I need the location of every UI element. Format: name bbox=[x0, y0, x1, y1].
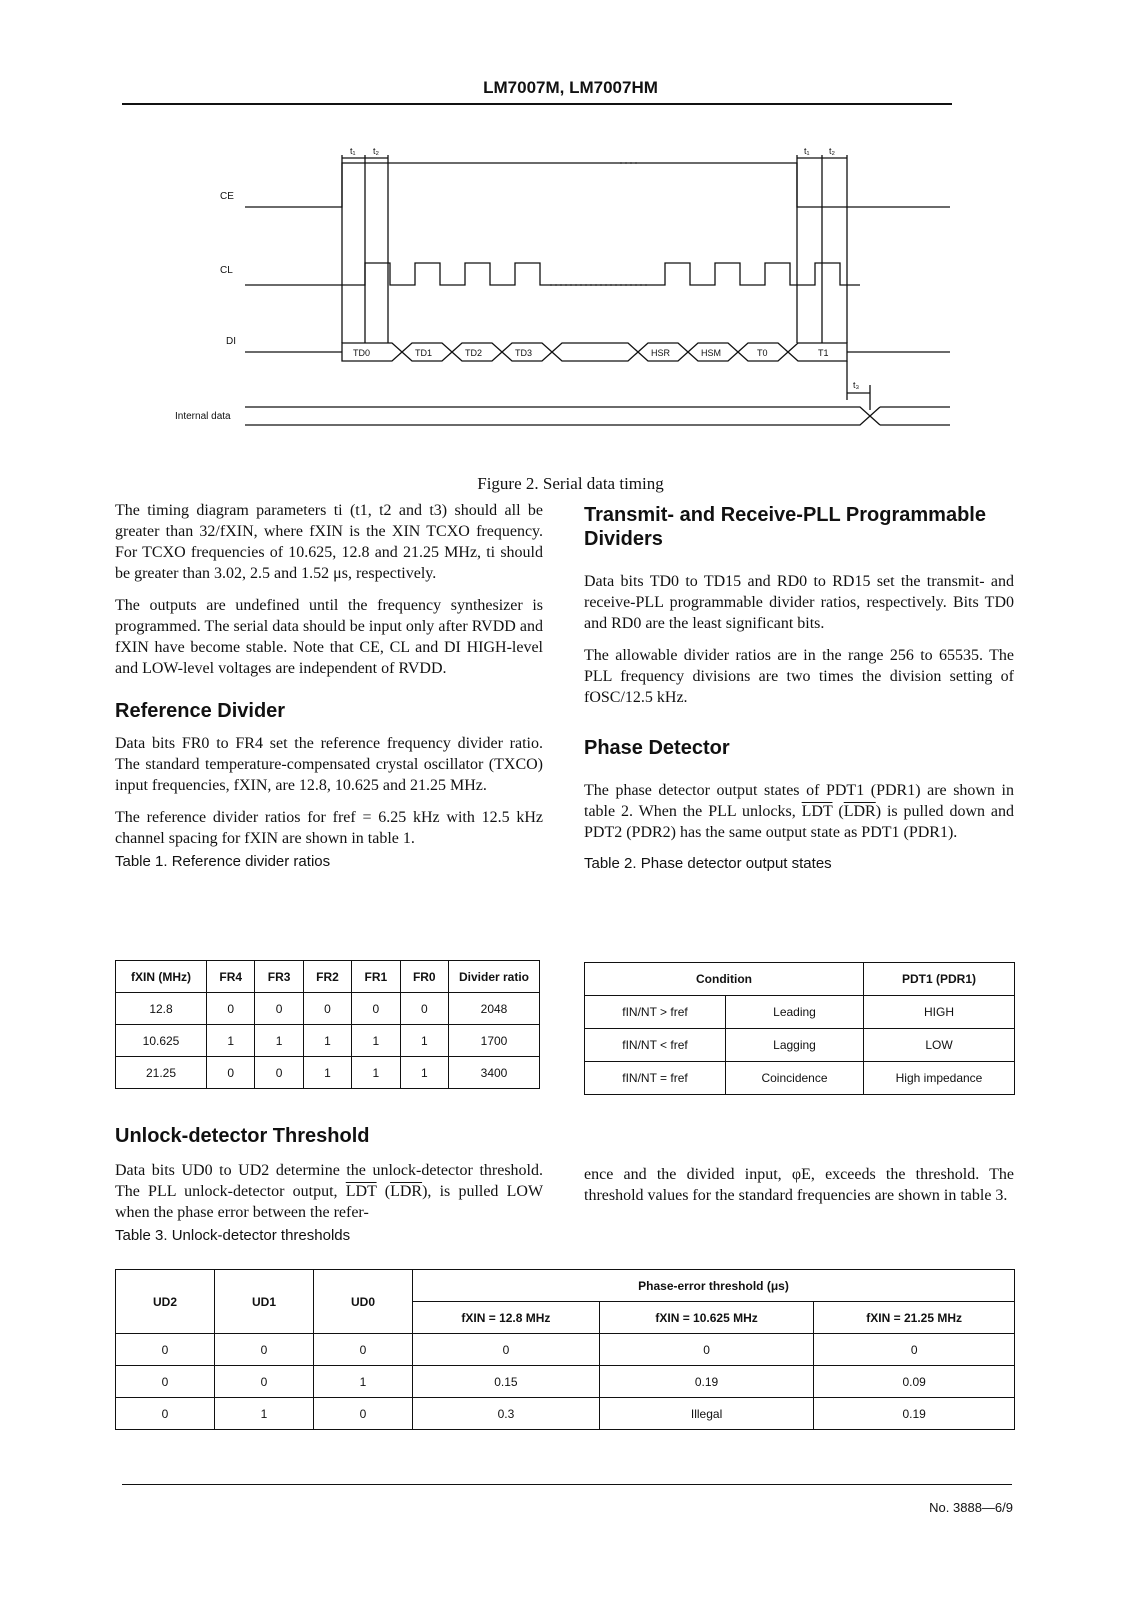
unlock-section-left bbox=[115, 1124, 543, 1244]
table-cell: 0 bbox=[207, 1057, 255, 1089]
table-cell: 0.19 bbox=[599, 1366, 814, 1398]
table-cell: 10.625 bbox=[116, 1025, 207, 1057]
bit-label: HSR bbox=[651, 348, 671, 358]
table-reference-divider-ratios bbox=[115, 960, 540, 1089]
paragraph: Data bits TD0 to TD15 and RD0 to RD15 set the transmit- and receive-PLL programmable divider ratios, respectively. Bits TD0 and RD0 are the least significant bits. bbox=[584, 573, 1014, 632]
page-number: No. 3888—6/9 bbox=[929, 1500, 1013, 1515]
left-column bbox=[115, 500, 543, 870]
table-cell: 0.09 bbox=[814, 1366, 1015, 1398]
table-cell: fIN/NT < fref bbox=[585, 1029, 726, 1062]
table-cell: Lagging bbox=[726, 1029, 864, 1062]
table-header-cell: FR2 bbox=[303, 961, 351, 993]
signal-label-internal-data: Internal data bbox=[175, 411, 231, 422]
table-cell: 0.15 bbox=[413, 1366, 600, 1398]
signal-label-cl: CL bbox=[220, 265, 233, 276]
ldr-signal: $\overline{LDR}$ bbox=[843, 803, 876, 820]
table-cell: fIN/NT > fref bbox=[585, 996, 726, 1029]
table-cell: 1 bbox=[215, 1398, 314, 1430]
table-header-cell: PDT1 (PDR1) bbox=[864, 963, 1015, 996]
table-cell: 0 bbox=[116, 1334, 215, 1366]
bit-label: TD1 bbox=[415, 348, 433, 358]
table-row bbox=[116, 993, 540, 1025]
table-cell: High impedance bbox=[864, 1062, 1015, 1095]
bit-label: TD0 bbox=[353, 348, 371, 358]
section-heading: Phase Detector bbox=[584, 737, 730, 759]
table-cell: 2048 bbox=[449, 993, 540, 1025]
paragraph-text: is pulled down and PDT2 (PDR2) has the same output state as PDT1 (PDR1). bbox=[584, 803, 1015, 841]
table-cell: 1700 bbox=[449, 1025, 540, 1057]
table-caption: Table 2. Phase detector output states bbox=[584, 855, 832, 872]
table-row bbox=[585, 996, 1015, 1029]
table-cell: 0 bbox=[116, 1366, 215, 1398]
table-header-cell: fXIN (MHz) bbox=[116, 961, 207, 993]
table-cell: 0.19 bbox=[814, 1398, 1015, 1430]
paragraph-text: Data bits UD0 to UD2 determine the unlock-detector threshold. The PLL unlock-detector output, bbox=[115, 1162, 543, 1200]
paragraph: Data bits FR0 to FR4 set the reference frequency divider ratio. The standard temperature-compensated crystal oscillator (TXCO) input frequencies, fXIN, are 12.8, 10.625 and 21.25 MHz. bbox=[115, 735, 543, 794]
section-heading: Unlock-detector Threshold bbox=[115, 1125, 370, 1147]
t2-label: t₂ bbox=[373, 146, 379, 156]
paragraph-text: The phase detector output states of PDT1 (PDR1) are shown in table 2. When the PLL unlocks, bbox=[584, 782, 1014, 820]
t1-label: t₁ bbox=[350, 146, 356, 156]
table-header-cell: Divider ratio bbox=[449, 961, 540, 993]
section-heading: Transmit- and Receive-PLL Programmable Dividers bbox=[584, 504, 986, 550]
table-header-cell: UD0 bbox=[314, 1270, 413, 1334]
table-header-cell: FR0 bbox=[400, 961, 448, 993]
table-header-row bbox=[116, 961, 540, 993]
paragraph-text: is pulled LOW when the phase error between the refer- bbox=[115, 1183, 544, 1221]
table-header-cell: fXIN = 12.8 MHz bbox=[413, 1302, 600, 1334]
table-cell: 1 bbox=[352, 1025, 400, 1057]
table-cell: Illegal bbox=[599, 1398, 814, 1430]
table-header-cell: UD2 bbox=[116, 1270, 215, 1334]
table-header-cell: fXIN = 10.625 MHz bbox=[599, 1302, 814, 1334]
table-caption: Table 3. Unlock-detector thresholds bbox=[115, 1227, 351, 1244]
table-cell: 0 bbox=[413, 1334, 600, 1366]
table-row bbox=[116, 1366, 1015, 1398]
table-header-cell: FR3 bbox=[255, 961, 303, 993]
table-row bbox=[116, 1334, 1015, 1366]
right-column bbox=[584, 503, 1014, 872]
table-row bbox=[116, 1398, 1015, 1430]
table-unlock-thresholds bbox=[115, 1269, 1015, 1430]
ldr-signal: $\overline{LDR}$ bbox=[390, 1183, 423, 1200]
ldt-signal: $\overline{LDT}$ bbox=[801, 803, 833, 820]
page-header-title: LM7007M, LM7007HM bbox=[483, 78, 658, 97]
table-cell: HIGH bbox=[864, 996, 1015, 1029]
table-header-row bbox=[585, 963, 1015, 996]
bit-label: TD3 bbox=[515, 348, 533, 358]
table-cell: 1 bbox=[314, 1366, 413, 1398]
paragraph: The timing diagram parameters ti (t1, t2 and t3) should all be greater than 32/fXIN, where fXIN is the XIN TCXO frequency. For TCXO frequencies of 10.625, 12.8 and 21.25 MHz, ti should be greater than 3.02, 2.5 and 1.52 μs, respectively. bbox=[115, 502, 543, 582]
table-cell: 1 bbox=[400, 1057, 448, 1089]
table-cell: 3400 bbox=[449, 1057, 540, 1089]
paragraph: The phase detector output states of PDT1 (PDR1) are shown in table 2. When the PLL unlocks, $\overline{LDT}$ $(\overline{LDR})$ is pulled down and PDT2 (PDR2) has the same output state as PDT1 (PDR1). bbox=[584, 782, 1015, 841]
table-cell: Coincidence bbox=[726, 1062, 864, 1095]
table-header-row bbox=[116, 1270, 1015, 1302]
table-cell: fIN/NT = fref bbox=[585, 1062, 726, 1095]
table-cell: Leading bbox=[726, 996, 864, 1029]
table-cell: 1 bbox=[303, 1057, 351, 1089]
bit-label: TD2 bbox=[465, 348, 483, 358]
table-cell: 0 bbox=[314, 1398, 413, 1430]
bit-label: HSM bbox=[701, 348, 721, 358]
table-cell: 1 bbox=[207, 1025, 255, 1057]
table-cell: LOW bbox=[864, 1029, 1015, 1062]
table-cell: 0.3 bbox=[413, 1398, 600, 1430]
table-cell: 0 bbox=[255, 1057, 303, 1089]
table-header-cell: FR4 bbox=[207, 961, 255, 993]
serial-timing-diagram bbox=[150, 130, 960, 435]
paragraph: The outputs are undefined until the frequency synthesizer is programmed. The serial data should be input only after RVDD and fXIN have become stable. Note that CE, CL and DI HIGH-level and LOW-level voltages are independent of RVDD. bbox=[115, 597, 543, 677]
table-cell: 0 bbox=[814, 1334, 1015, 1366]
t1-label-end: t₁ bbox=[804, 146, 810, 156]
table-cell: 0 bbox=[599, 1334, 814, 1366]
table-cell: 0 bbox=[207, 993, 255, 1025]
table-header-cell: fXIN = 21.25 MHz bbox=[814, 1302, 1015, 1334]
header-rule bbox=[122, 103, 952, 105]
table-header-cell: Condition bbox=[585, 963, 864, 996]
cl-waveform bbox=[245, 263, 860, 285]
table-header-cell: UD1 bbox=[215, 1270, 314, 1334]
table-cell: 0 bbox=[116, 1398, 215, 1430]
footer-rule bbox=[122, 1484, 1012, 1485]
paragraph: Data bits UD0 to UD2 determine the unlock-detector threshold. The PLL unlock-detector output, $\overline{LDT}$ $(\overline{LDR})$, is pulled LOW when the phase error between the refer- bbox=[115, 1162, 544, 1221]
bit-label: T1 bbox=[818, 348, 829, 358]
t2-label-end: t₂ bbox=[829, 146, 835, 156]
unlock-section-right bbox=[584, 1164, 1014, 1206]
table-cell: 1 bbox=[352, 1057, 400, 1089]
table-row bbox=[116, 1025, 540, 1057]
table-cell: 0 bbox=[303, 993, 351, 1025]
figure-caption: Figure 2. Serial data timing bbox=[477, 474, 664, 493]
table-cell: 21.25 bbox=[116, 1057, 207, 1089]
ldt-signal: $\overline{LDT}$ bbox=[345, 1183, 377, 1200]
paragraph: The reference divider ratios for fref = 6.25 kHz with 12.5 kHz channel spacing for fXIN are shown in table 1. bbox=[115, 809, 543, 847]
t3-label: t₃ bbox=[853, 380, 860, 390]
table-row bbox=[585, 1062, 1015, 1095]
section-heading: Reference Divider bbox=[115, 700, 286, 722]
signal-label-ce: CE bbox=[220, 191, 234, 202]
ce-waveform bbox=[245, 163, 950, 207]
signal-label-di: DI bbox=[226, 336, 236, 347]
table-cell: 0 bbox=[314, 1334, 413, 1366]
table-header-cell: Phase-error threshold (μs) bbox=[413, 1270, 1015, 1302]
table-header-cell: FR1 bbox=[352, 961, 400, 993]
table-row bbox=[116, 1057, 540, 1089]
table-cell: 1 bbox=[303, 1025, 351, 1057]
table-cell: 0 bbox=[400, 993, 448, 1025]
bit-label: T0 bbox=[757, 348, 768, 358]
table-cell: 0 bbox=[215, 1334, 314, 1366]
table-caption: Table 1. Reference divider ratios bbox=[115, 853, 331, 870]
table-cell: 0 bbox=[255, 993, 303, 1025]
table-cell: 0 bbox=[215, 1366, 314, 1398]
paragraph: ence and the divided input, φE, exceeds the threshold. The threshold values for the standard frequencies are shown in table 3. bbox=[584, 1166, 1014, 1204]
paragraph: The allowable divider ratios are in the range 256 to 65535. The PLL frequency divisions are two times the division setting of fOSC/12.5 kHz. bbox=[584, 647, 1014, 706]
table-row bbox=[585, 1029, 1015, 1062]
table-phase-detector-states bbox=[584, 962, 1015, 1095]
table-cell: 0 bbox=[352, 993, 400, 1025]
table-cell: 1 bbox=[400, 1025, 448, 1057]
table-cell: 12.8 bbox=[116, 993, 207, 1025]
table-cell: 1 bbox=[255, 1025, 303, 1057]
